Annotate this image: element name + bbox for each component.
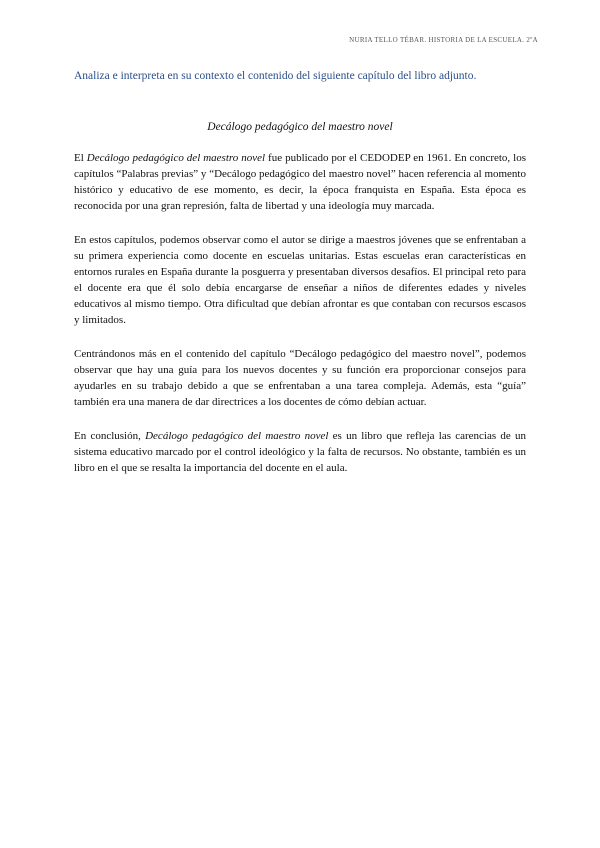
paragraph-content: Centrándonos más en el contenido del capítulo “Decálogo pedagógico del maestro novel”, podemos observar que hay una guía para los nuevos docentes y su función era proporcionar consejos para ayudarles en su trabajo debido a que se enfrentaban a una tarea compleja. Además, esta “guía” también era una manera de dar directrices a los docentes de cómo debían actuar. xyxy=(74,348,526,408)
paragraph-intro-lead: El xyxy=(74,152,87,164)
book-title-reference: Decálogo pedagógico del maestro novel xyxy=(145,430,329,442)
document-body xyxy=(74,150,526,494)
paragraph-context: En estos capítulos, podemos observar como el autor se dirige a maestros jóvenes que se enfrentaban a su primera experiencia como docente en escuelas unitarias. Estas escuelas eran características en entornos rurales en España durante la posguerra y presentaban diversos desafíos. El principal reto para el docente era que él solo debía encargarse de enseñar a niños de diferentes edades y niveles educativos al mismo tiempo. Otra dificultad que debían afrontar es que contaban con recursos escasos y limitados. xyxy=(74,234,526,326)
paragraph-conclusion-rest: es un libro que refleja las carencias de un sistema educativo marcado por el control ideológico y la falta de recursos. No obstante, también es un libro en el que se resalta la importancia del docente en el aula. xyxy=(74,430,526,474)
book-title-reference: Decálogo pedagógico del maestro novel xyxy=(86,152,266,164)
paragraph-conclusion-lead: En conclusión, xyxy=(74,430,146,442)
assignment-prompt: Analiza e interpreta en su contexto el contenido del siguiente capítulo del libro adjunto. xyxy=(74,70,477,82)
paragraph-conclusion xyxy=(74,428,526,476)
document-title: Decálogo pedagógico del maestro novel xyxy=(207,121,393,133)
running-header: NURIA TELLO TÉBAR. HISTORIA DE LA ESCUELA. 2ºA xyxy=(349,36,538,44)
paragraph-intro-rest: fue publicado por el CEDODEP en 1961. En concreto, los capítulos “Palabras previas” y “Decálogo pedagógico del maestro novel” hacen referencia al momento histórico y educativo de ese momento, es decir, la época franquista en España. Esta época es reconocida por una gran represión, falta de libertad y una ideología muy marcada. xyxy=(74,152,526,212)
paragraph-intro xyxy=(74,150,526,214)
